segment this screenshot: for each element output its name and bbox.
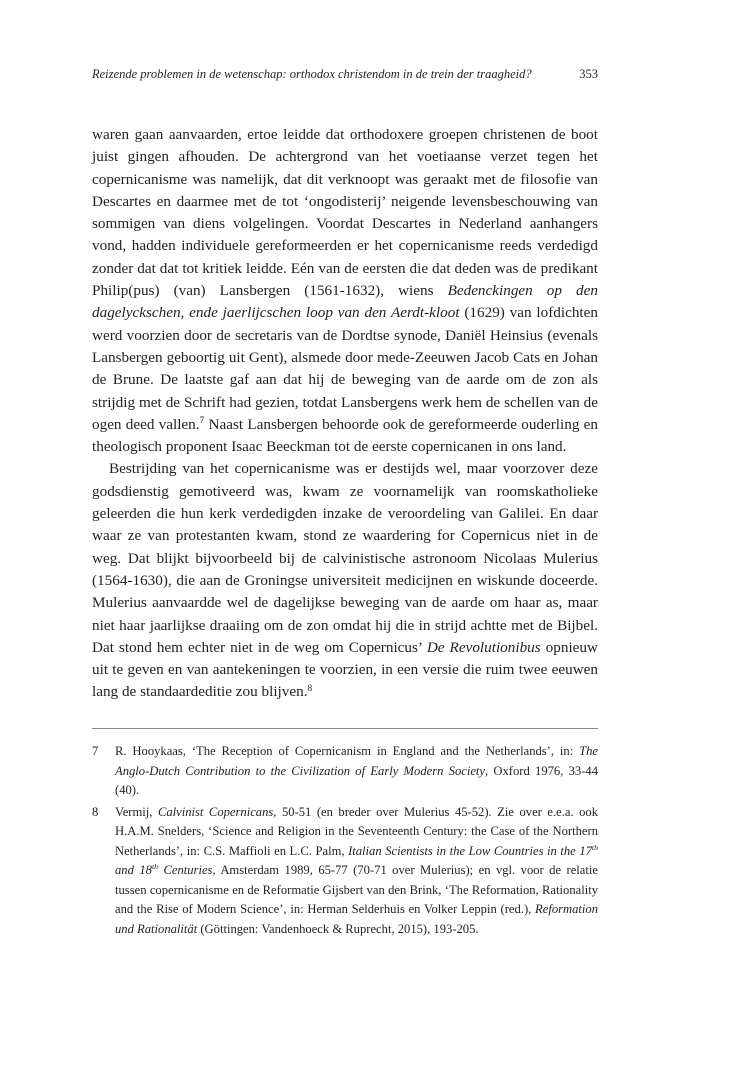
ordinal-suffix: th [151, 862, 159, 872]
ordinal-suffix: th [591, 842, 598, 852]
footnote-number: 8 [92, 804, 99, 819]
main-text [92, 124, 598, 704]
text-run: (Göttingen: Vandenhoeck & Ruprecht, 2015), 193-205. [197, 921, 479, 936]
text-run: (1629) van lofdichten werd voorzien door de secretaris van de Dordtse synode, Daniël Heinsius (evenals Lansbergen geboortig uit Gent), alsmede door mede-Zeeuwen Jacob Cats en Johan de Brune. De laatste gaf aan dat hij de beweging van de aarde om de zon als strijdig met de Schrift had gezien, totdat Lansbergens werk hem de schellen van de ogen deed vallen. [92, 304, 598, 433]
text-run: , Oxford 1976, 33-44 (40). [115, 763, 598, 797]
running-title: Reizende problemen in de wetenschap: orthodox christendom in de trein der traagheid? [92, 67, 532, 81]
text-run: and 18 [115, 863, 152, 877]
book-title: De Revolutionibus [426, 638, 541, 656]
text-run: waren gaan aanvaarden, ertoe leidde dat orthodoxere groepen christenen de boot juist gingen afhouden. De achtergrond van het voetiaanse verzet tegen het copernicanisme was namelijk, dat dit verknoopt was geraakt met de filosofie van Descartes en daarmee met de tot ‘ongodisterij’ neigende levensbeschouwing van sommigen van diens volgelingen. Voordat Descartes in Nederland aanhangers vond, hadden individuele gereformeerden er het copernicanisme reeds verdedigd zonder dat dat tot kritiek leidde. Eén van de eersten die dat deden was de predikant Philip(pus) (van) Lansbergen (1561-1632), wiens [92, 126, 598, 300]
book-title: Calvinist Copernicans [157, 804, 274, 819]
footnote-8 [92, 803, 598, 940]
text-run: Italian Scientists in the Low Countries in the 17 [348, 843, 592, 858]
footnote-ref-8[interactable]: 8 [307, 683, 313, 694]
text-run: opnieuw uit te geven en van aantekeningen te voorzien, in een versie die ruim twee eeuwen lang de standaardeditie zou blijven. [92, 638, 598, 701]
text-run: , 50-51 (en breder over Mulerius 45-52). Zie over e.e.a. ook H.A.M. Snelders, ‘Science and Religion in the Seventeenth Century: the Case of the Northern Netherlands’, in: C.S. Maffioli en L.C. Palm, [115, 804, 598, 858]
text-run: Vermij, [115, 804, 158, 819]
book-title: The Anglo-Dutch Contribution to the Civilization of Early Modern Society [115, 744, 598, 778]
text-run: Bestrijding van het copernicanisme was er destijds wel, maar voorzover deze godsdienstig gemotiveerd was, kwam ze voornamelijk van roomskatholieke geleerden die hun kerk verdedigden inzake de veroordeling van Galilei. En daar waar ze van protestanten kwam, stond ze waardering for Copernicus niet in de weg. Dat blijkt bijvoorbeeld bij de calvinistische astronoom Nicolaas Mulerius (1564-1630), die aan de Groningse universiteit medicijnen en wiskunde doceerde. Mulerius aanvaardde wel de dagelijkse beweging van de aarde om haar as, maar niet haar jaarlijkse draaiing om de zon omdat hij die in strijd achtte met de Bijbel. Dat stond hem echter niet in de weg om Copernicus’ [92, 460, 598, 656]
text-run: Centuries [158, 863, 213, 877]
book-title: Bedenckingen op den dagelyckschen, ende jaerlijcschen loop van den Aerdt-kloot [92, 282, 598, 322]
footnote-ref-7[interactable]: 7 [199, 416, 205, 427]
footnotes [92, 742, 598, 941]
running-header [92, 67, 598, 83]
footnote-7 [92, 742, 598, 801]
footnote-divider [92, 728, 598, 729]
book-title: Reformation und Rationalität [115, 902, 598, 936]
footnote-number: 7 [92, 744, 99, 758]
page-number: 353 [579, 67, 598, 81]
text-run: R. Hooykaas, ‘The Reception of Copernicanism in England and the Netherlands’, in: [115, 744, 580, 758]
paragraph-1 [92, 124, 598, 458]
paragraph-2 [92, 458, 598, 703]
text-run: , Amsterdam 1989, 65-77 (70-71 over Mulerius); en vgl. voor de relatie tussen copernicanisme en de Reformatie Gijsbert van den Brink, ‘The Reformation, Rationality and the Rise of Modern Science’, in: Herman Selderhuis en Volker Leppin (red.), [115, 863, 598, 916]
text-run: Naast Lansbergen behoorde ook de gereformeerde ouderling en theologisch proponent Isaac Beeckman tot de eerste copernicanen in ons land. [92, 415, 598, 456]
